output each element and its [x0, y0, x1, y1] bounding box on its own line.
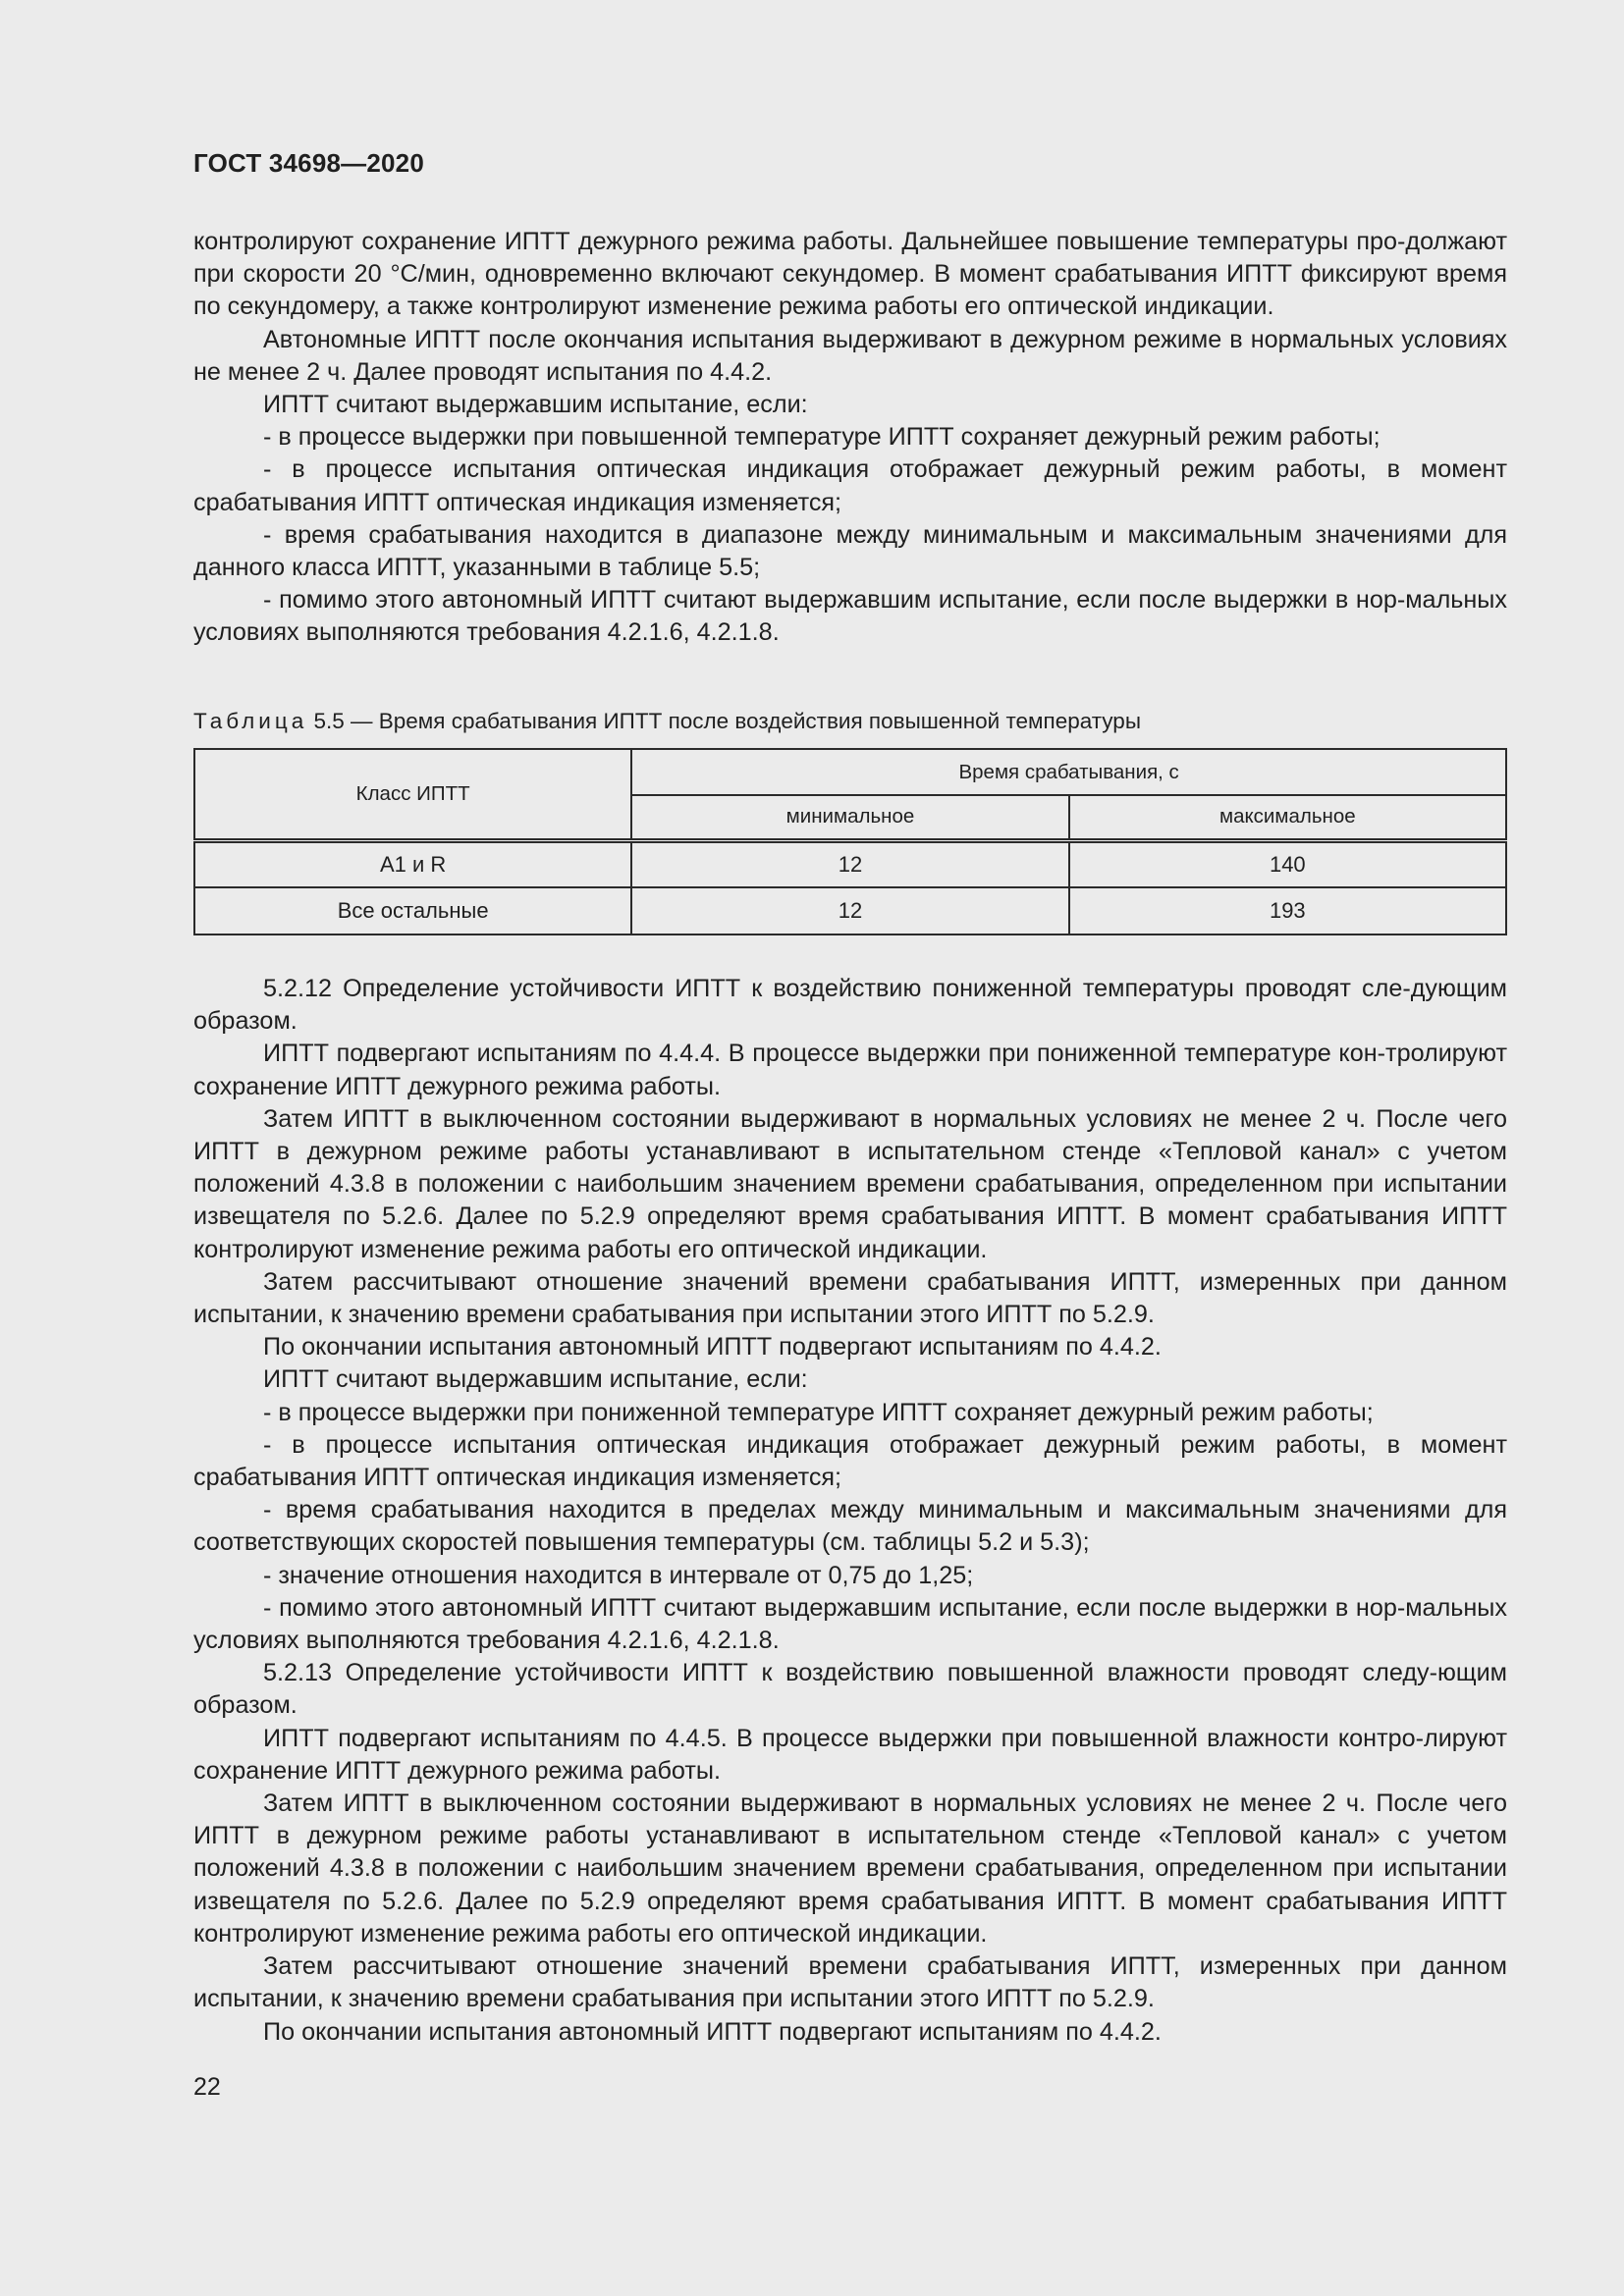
- document-header: ГОСТ 34698—2020: [193, 148, 424, 178]
- paragraph: ИПТТ считают выдержавшим испытание, если:: [263, 1365, 808, 1394]
- paragraph: Затем ИПТТ в выключенном состоянии выдерживают в нормальных условиях не менее 2 ч. После чего ИПТТ в дежурном режиме работы устанавливают в испытательном стенде «Тепловой канал» с учетом положений 4.3.8 в положении с наибольшим значением времени срабатывания, определенном при испытании извещателя по 5.2.6. Далее по 5.2.9 определяют время срабатывания ИПТТ. В момент срабатывания ИПТТ контролируют изменение режима работы его оптической индикации.: [193, 1104, 1507, 1263]
- table-row: [194, 887, 1506, 934]
- cell-class: Все остальные: [194, 887, 631, 934]
- paragraph: По окончании испытания автономный ИПТТ подвергают испытаниям по 4.4.2.: [263, 1333, 1162, 1362]
- list-item: - время срабатывания находится в пределах между минимальным и максимальным значениями для соответствующих скоростей повышения температуры (см. таблицы 5.2 и 5.3);: [193, 1496, 1507, 1557]
- col-header-max: максимальное: [1069, 795, 1506, 840]
- table-caption-text: 5.5 — Время срабатывания ИПТТ после воздействия повышенной температуры: [307, 709, 1141, 733]
- cell-max: 140: [1069, 840, 1506, 887]
- col-header-time: Время срабатывания, с: [631, 749, 1506, 795]
- cell-min: 12: [631, 887, 1068, 934]
- cell-min: 12: [631, 840, 1068, 887]
- paragraph: ИПТТ подвергают испытаниям по 4.4.4. В процессе выдержки при пониженной температуре кон-тролируют сохранение ИПТТ дежурного режима работы.: [193, 1040, 1507, 1100]
- paragraph: Затем рассчитывают отношение значений времени срабатывания ИПТТ, измеренных при данном испытании, к значению времени срабатывания при испытании этого ИПТТ по 5.2.9.: [193, 1952, 1507, 2013]
- list-item: - помимо этого автономный ИПТТ считают выдержавшим испытание, если после выдержки в нор-мальных условиях выполняются требования 4.2.1.6, 4.2.1.8.: [193, 1593, 1507, 1655]
- table-caption: [193, 708, 1507, 735]
- paragraph: контролируют сохранение ИПТТ дежурного режима работы. Дальнейшее повышение температуры про-должают при скорости 20 °С/мин, одновременно включают секундомер. В момент срабатывания ИПТТ фиксируют время по секундомеру, а также контролируют изменение режима работы его оптической индикации.: [193, 228, 1507, 321]
- paragraph: ИПТТ подвергают испытаниям по 4.4.5. В процессе выдержки при повышенной влажности контро-лируют сохранение ИПТТ дежурного режима работы.: [193, 1724, 1507, 1785]
- list-item: - в процессе испытания оптическая индикация отображает дежурный режим работы, в момент срабатывания ИПТТ оптическая индикация изменяется;: [193, 455, 1507, 516]
- col-header-min: минимальное: [631, 795, 1068, 840]
- paragraph: Автономные ИПТТ после окончания испытания выдерживают в дежурном режиме в нормальных условиях не менее 2 ч. Далее проводят испытания по 4.4.2.: [193, 325, 1507, 386]
- table-row: [194, 840, 1506, 887]
- list-item: - в процессе испытания оптическая индикация отображает дежурный режим работы, в момент срабатывания ИПТТ оптическая индикация изменяется;: [193, 1430, 1507, 1492]
- list-item: - в процессе выдержки при повышенной температуре ИПТТ сохраняет дежурный режим работы;: [263, 423, 1380, 452]
- cell-class: А1 и R: [194, 840, 631, 887]
- paragraph: Затем ИПТТ в выключенном состоянии выдерживают в нормальных условиях не менее 2 ч. После чего ИПТТ в дежурном режиме работы устанавливают в испытательном стенде «Тепловой канал» с учетом положений 4.3.8 в положении с наибольшим значением времени срабатывания, определенном при испытании извещателя по 5.2.6. Далее по 5.2.9 определяют время срабатывания ИПТТ. В момент срабатывания ИПТТ контролируют изменение режима работы его оптической индикации.: [193, 1789, 1507, 1948]
- list-item: - значение отношения находится в интервале от 0,75 до 1,25;: [263, 1561, 974, 1589]
- section-1-body: [193, 226, 1507, 650]
- section-2-body: [193, 973, 1507, 2049]
- paragraph: По окончании испытания автономный ИПТТ подвергают испытаниям по 4.4.2.: [263, 2017, 1162, 2046]
- list-item: - в процессе выдержки при пониженной температуре ИПТТ сохраняет дежурный режим работы;: [263, 1398, 1374, 1426]
- response-time-table: [193, 748, 1507, 935]
- cell-max: 193: [1069, 887, 1506, 934]
- paragraph: Затем рассчитывают отношение значений времени срабатывания ИПТТ, измеренных при данном испытании, к значению времени срабатывания при испытании этого ИПТТ по 5.2.9.: [193, 1267, 1507, 1329]
- table-caption-prefix: Таблица: [193, 709, 308, 733]
- paragraph: ИПТТ считают выдержавшим испытание, если:: [263, 391, 808, 419]
- paragraph: 5.2.12 Определение устойчивости ИПТТ к воздействию пониженной температуры проводят сле-дующим образом.: [193, 975, 1507, 1036]
- paragraph: 5.2.13 Определение устойчивости ИПТТ к воздействию повышенной влажности проводят следу-ющим образом.: [193, 1659, 1507, 1720]
- list-item: - помимо этого автономный ИПТТ считают выдержавшим испытание, если после выдержки в нор-мальных условиях выполняются требования 4.2.1.6, 4.2.1.8.: [193, 586, 1507, 647]
- list-item: - время срабатывания находится в диапазоне между минимальным и максимальным значениями для данного класса ИПТТ, указанными в таблице 5.5;: [193, 520, 1507, 582]
- page-number: 22: [193, 2073, 221, 2101]
- col-header-class: Класс ИПТТ: [194, 749, 631, 840]
